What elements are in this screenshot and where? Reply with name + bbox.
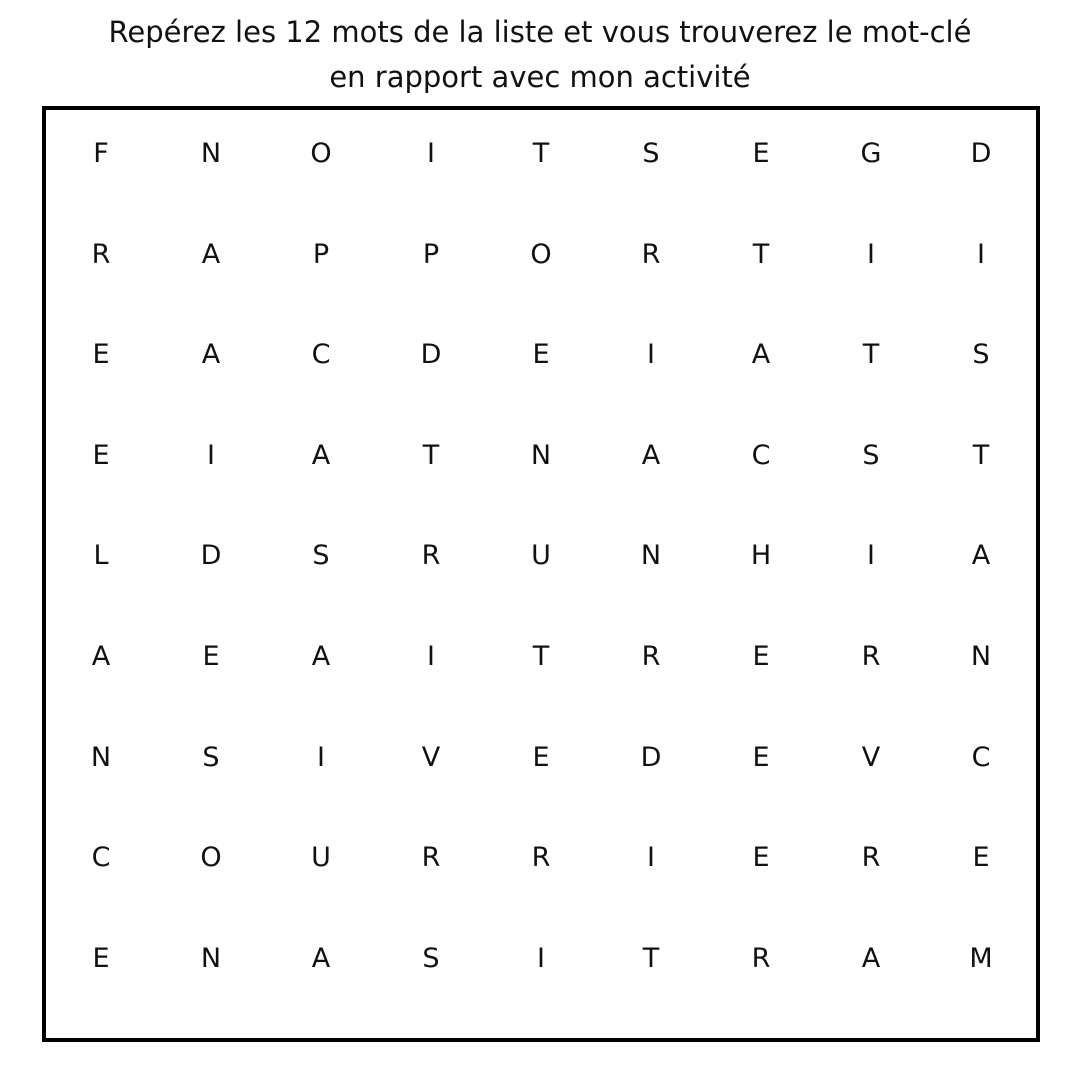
grid-letter-r5-c3[interactable]: S: [312, 540, 330, 571]
grid-letter-r4-c7[interactable]: C: [751, 440, 771, 471]
grid-letter-r9-c3[interactable]: A: [311, 943, 331, 974]
grid-letter-r5-c8[interactable]: I: [867, 540, 875, 571]
grid-letter-r5-c7[interactable]: H: [750, 540, 772, 571]
grid-letter-r8-c1[interactable]: C: [91, 842, 111, 873]
grid-letter-r7-c9[interactable]: C: [971, 742, 991, 773]
grid-letter-r4-c2[interactable]: I: [207, 440, 215, 471]
grid-letter-r2-c4[interactable]: P: [422, 239, 440, 270]
grid-letter-r8-c6[interactable]: I: [647, 842, 655, 873]
grid-letter-r3-c5[interactable]: E: [532, 339, 550, 370]
grid-letter-r3-c6[interactable]: I: [647, 339, 655, 370]
instructions-line-2: en rapport avec mon activité: [329, 60, 751, 94]
grid-letter-r2-c9[interactable]: I: [977, 239, 985, 270]
grid-letter-r8-c7[interactable]: E: [752, 842, 770, 873]
grid-letter-r6-c1[interactable]: A: [91, 641, 111, 672]
grid-letter-r4-c4[interactable]: T: [422, 440, 440, 471]
grid-letter-r6-c5[interactable]: T: [532, 641, 550, 672]
grid-letter-r9-c7[interactable]: R: [751, 943, 771, 974]
grid-letter-r2-c6[interactable]: R: [641, 239, 661, 270]
word-search-board: [42, 106, 1040, 1042]
grid-letter-r9-c9[interactable]: M: [969, 943, 993, 974]
grid-letter-r9-c1[interactable]: E: [92, 943, 110, 974]
grid-letter-r1-c4[interactable]: I: [427, 138, 435, 169]
grid-letter-r2-c7[interactable]: T: [752, 239, 770, 270]
grid-letter-r1-c1[interactable]: F: [93, 138, 109, 169]
grid-letter-r2-c5[interactable]: O: [530, 239, 552, 270]
grid-letter-r9-c2[interactable]: N: [200, 943, 222, 974]
grid-letter-r9-c8[interactable]: A: [861, 943, 881, 974]
grid-letter-r5-c5[interactable]: U: [531, 540, 551, 571]
grid-letter-r3-c1[interactable]: E: [92, 339, 110, 370]
grid-letter-r5-c2[interactable]: D: [200, 540, 222, 571]
grid-letter-r7-c3[interactable]: I: [317, 742, 325, 773]
grid-letter-r1-c8[interactable]: G: [860, 138, 882, 169]
grid-letter-r6-c9[interactable]: N: [970, 641, 992, 672]
grid-letter-r1-c3[interactable]: O: [310, 138, 332, 169]
grid-letter-r8-c3[interactable]: U: [311, 842, 331, 873]
grid-letter-r8-c9[interactable]: E: [972, 842, 990, 873]
grid-letter-r1-c7[interactable]: E: [752, 138, 770, 169]
grid-letter-r3-c7[interactable]: A: [751, 339, 771, 370]
grid-letter-r7-c8[interactable]: V: [861, 742, 881, 773]
grid-letter-r4-c8[interactable]: S: [862, 440, 880, 471]
grid-letter-r3-c8[interactable]: T: [862, 339, 880, 370]
grid-letter-r8-c5[interactable]: R: [531, 842, 551, 873]
grid-letter-r5-c4[interactable]: R: [421, 540, 441, 571]
grid-letter-r3-c3[interactable]: C: [311, 339, 331, 370]
grid-letter-r4-c9[interactable]: T: [972, 440, 990, 471]
grid-letter-r6-c6[interactable]: R: [641, 641, 661, 672]
grid-letter-r2-c2[interactable]: A: [201, 239, 221, 270]
grid-letter-r1-c9[interactable]: D: [970, 138, 992, 169]
grid-letter-r8-c8[interactable]: R: [861, 842, 881, 873]
grid-letter-r7-c5[interactable]: E: [532, 742, 550, 773]
grid-letter-r9-c5[interactable]: I: [537, 943, 545, 974]
grid-letter-r6-c3[interactable]: A: [311, 641, 331, 672]
instructions: [40, 10, 1040, 100]
grid-letter-r7-c2[interactable]: S: [202, 742, 220, 773]
grid-letter-r4-c3[interactable]: A: [311, 440, 331, 471]
grid-letter-r2-c1[interactable]: R: [91, 239, 111, 270]
grid-letter-r5-c9[interactable]: A: [971, 540, 991, 571]
grid-letter-r6-c4[interactable]: I: [427, 641, 435, 672]
grid-letter-r4-c6[interactable]: A: [641, 440, 661, 471]
grid-letter-r2-c8[interactable]: I: [867, 239, 875, 270]
grid-letter-r1-c2[interactable]: N: [200, 138, 222, 169]
grid-letter-r7-c1[interactable]: N: [90, 742, 112, 773]
grid-letter-r9-c4[interactable]: S: [422, 943, 440, 974]
grid-letter-r4-c1[interactable]: E: [92, 440, 110, 471]
grid-letter-r7-c4[interactable]: V: [421, 742, 441, 773]
instructions-line-1: Repérez les 12 mots de la liste et vous trouverez le mot-clé: [108, 15, 972, 49]
grid-letter-r1-c6[interactable]: S: [642, 138, 660, 169]
grid-letter-r9-c6[interactable]: T: [642, 943, 660, 974]
grid-letter-r6-c8[interactable]: R: [861, 641, 881, 672]
grid-letter-r3-c4[interactable]: D: [420, 339, 442, 370]
grid-letter-r3-c2[interactable]: A: [201, 339, 221, 370]
grid-letter-r5-c6[interactable]: N: [640, 540, 662, 571]
grid-letter-r2-c3[interactable]: P: [312, 239, 330, 270]
grid-letter-r7-c6[interactable]: D: [640, 742, 662, 773]
grid-letter-r8-c2[interactable]: O: [200, 842, 222, 873]
grid-letter-r7-c7[interactable]: E: [752, 742, 770, 773]
grid-letter-r4-c5[interactable]: N: [530, 440, 552, 471]
grid-letter-r5-c1[interactable]: L: [93, 540, 109, 571]
grid-letter-r1-c5[interactable]: T: [532, 138, 550, 169]
grid-letter-r3-c9[interactable]: S: [972, 339, 990, 370]
grid-letter-r8-c4[interactable]: R: [421, 842, 441, 873]
grid-letter-r6-c2[interactable]: E: [202, 641, 220, 672]
word-search-grid: [46, 110, 1036, 1038]
grid-letter-r6-c7[interactable]: E: [752, 641, 770, 672]
